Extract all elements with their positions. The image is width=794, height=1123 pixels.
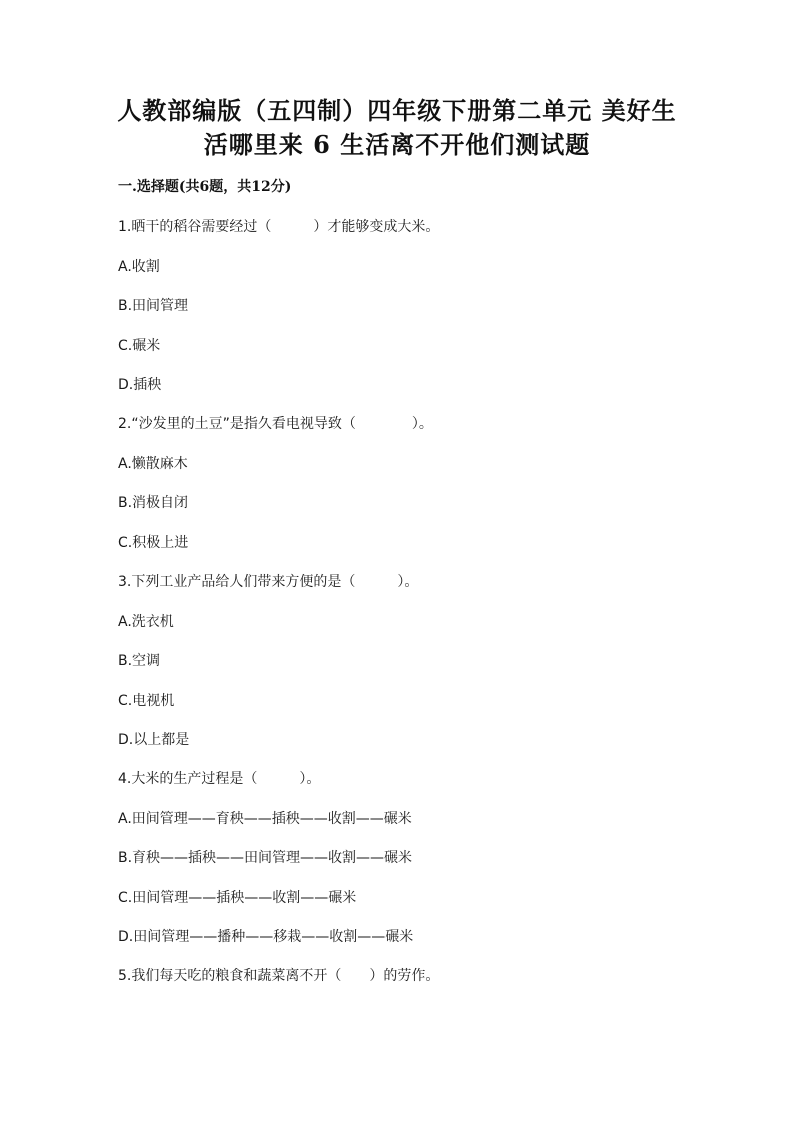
question-1-option-b: B.田间管理 — [118, 298, 189, 314]
question-4-option-d: D.田间管理——播种——移栽——收割——碾米 — [118, 929, 414, 945]
section-heading: 一.选择题(共6题，共12分) — [118, 179, 292, 195]
question-4-stem: 4.大米的生产过程是（ ）。 — [118, 771, 321, 787]
question-2-option-a: A.懒散麻木 — [118, 456, 188, 472]
question-2-option-c: C.积极上进 — [118, 535, 189, 551]
document-title-line-2: 活哪里来 6 生活离不开他们测试题 — [203, 130, 591, 159]
question-2-stem: 2.“沙发里的土豆”是指久看电视导致（ ）。 — [118, 416, 433, 432]
question-1-stem: 1.晒干的稻谷需要经过（ ）才能够变成大米。 — [118, 219, 440, 235]
question-3-option-d: D.以上都是 — [118, 732, 190, 748]
question-1-option-c: C.碾米 — [118, 338, 161, 354]
question-1-option-a: A.收割 — [118, 259, 160, 275]
question-3-stem: 3.下列工业产品给人们带来方便的是（ ）。 — [118, 574, 419, 590]
question-2-option-b: B.消极自闭 — [118, 495, 189, 511]
question-3-option-b: B.空调 — [118, 653, 161, 669]
question-4-option-c: C.田间管理——插秧——收割——碾米 — [118, 890, 357, 906]
question-3-option-a: A.洗衣机 — [118, 614, 174, 630]
question-4-option-a: A.田间管理——育秧——插秧——收割——碾米 — [118, 811, 412, 827]
document-title-line-1: 人教部编版（五四制）四年级下册第二单元 美好生 — [117, 96, 677, 125]
question-4-option-b: B.育秧——插秧——田间管理——收割——碾米 — [118, 850, 413, 866]
question-1-option-d: D.插秧 — [118, 377, 162, 393]
question-5-stem: 5.我们每天吃的粮食和蔬菜离不开（ ）的劳作。 — [118, 968, 440, 984]
question-3-option-c: C.电视机 — [118, 693, 175, 709]
